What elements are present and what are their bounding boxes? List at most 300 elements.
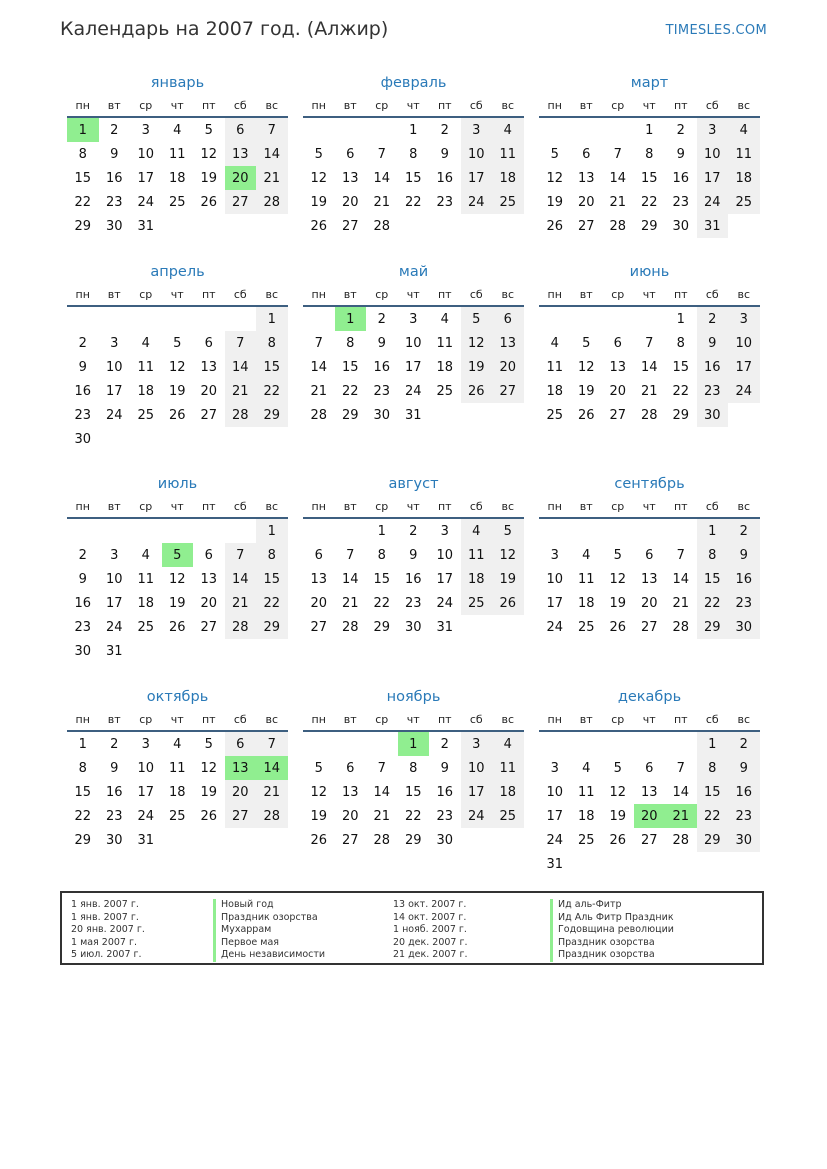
day-cell: 30 <box>74 431 92 447</box>
day-cell: 12 <box>546 170 564 186</box>
weekday-label: сб <box>233 499 247 513</box>
legend-right-dates <box>393 899 468 962</box>
legend-date: 1 янв. 2007 г. <box>71 911 139 923</box>
day-cell: 13 <box>609 359 627 375</box>
day-cell: 28 <box>310 407 328 423</box>
day-cell: 2 <box>377 311 386 327</box>
weekday-label: чт <box>642 499 656 513</box>
weekday-label: ср <box>139 98 153 112</box>
weekday-label: чт <box>170 287 184 301</box>
weekday-label: пт <box>201 98 216 112</box>
day-cell: 11 <box>492 756 524 780</box>
day-cell: 8 <box>697 543 729 567</box>
weekday-label: ср <box>611 98 625 112</box>
weekday-label: пт <box>201 499 216 513</box>
day-cell: 17 <box>546 595 564 611</box>
day-cell: 23 <box>105 194 123 210</box>
day-cell: 12 <box>609 784 627 800</box>
day-cell: 31 <box>546 856 564 872</box>
empty-cell <box>335 732 367 756</box>
day-cell: 5 <box>204 122 213 138</box>
weekday-label: пн <box>311 98 326 112</box>
day-cell: 4 <box>492 118 524 142</box>
day-cell: 25 <box>168 194 186 210</box>
day-cell: 17 <box>137 784 155 800</box>
day-cell: 30 <box>697 403 729 427</box>
day-cell: 5 <box>314 760 323 776</box>
day-cell: 8 <box>346 335 355 351</box>
day-cell: 19 <box>577 383 595 399</box>
day-cell: 24 <box>461 190 493 214</box>
day-cell: 22 <box>373 595 391 611</box>
day-cell: 17 <box>697 166 729 190</box>
day-cell: 1 <box>377 523 386 539</box>
day-cell: 4 <box>461 519 493 543</box>
day-cell: 22 <box>697 591 729 615</box>
weekday-label: пт <box>673 287 688 301</box>
day-cell: 4 <box>141 547 150 563</box>
empty-cell <box>602 307 634 331</box>
weekday-header <box>539 283 760 307</box>
day-grid <box>67 118 288 238</box>
day-cell: 17 <box>436 571 454 587</box>
day-cell: 12 <box>609 571 627 587</box>
weekday-label: вс <box>265 98 279 112</box>
day-cell: 18 <box>137 595 155 611</box>
day-cell: 4 <box>550 335 559 351</box>
day-cell: 22 <box>74 194 92 210</box>
month-name: февраль <box>380 75 447 91</box>
weekday-header <box>303 283 524 307</box>
day-cell: 16 <box>436 784 454 800</box>
day-cell: 18 <box>137 383 155 399</box>
day-cell: 20 <box>640 595 658 611</box>
weekday-label: пт <box>673 499 688 513</box>
day-cell: 11 <box>577 784 595 800</box>
weekday-header <box>303 708 524 732</box>
empty-cell <box>665 519 697 543</box>
weekday-label: пн <box>311 712 326 726</box>
day-cell: 25 <box>492 804 524 828</box>
day-cell: 10 <box>105 359 123 375</box>
weekday-label: вс <box>501 98 515 112</box>
weekday-label: чт <box>406 98 420 112</box>
month-block <box>67 473 288 663</box>
holiday-day-cell: 5 <box>162 543 194 567</box>
day-cell: 26 <box>310 218 328 234</box>
day-grid <box>539 307 760 427</box>
day-cell: 3 <box>461 732 493 756</box>
day-cell: 19 <box>168 383 186 399</box>
day-cell: 8 <box>409 146 418 162</box>
day-cell: 7 <box>314 335 323 351</box>
day-cell: 5 <box>314 146 323 162</box>
weekday-label: пн <box>75 499 90 513</box>
weekday-label: ср <box>611 712 625 726</box>
legend-holiday-name: Праздник озорства <box>550 937 674 950</box>
empty-cell <box>162 519 194 543</box>
day-cell: 26 <box>310 832 328 848</box>
day-cell: 4 <box>173 736 182 752</box>
day-cell: 24 <box>137 808 155 824</box>
brand-link[interactable]: TIMESLES.COM <box>665 23 767 38</box>
day-cell: 7 <box>225 543 257 567</box>
day-cell: 16 <box>436 170 454 186</box>
empty-cell <box>67 519 99 543</box>
empty-cell <box>366 118 398 142</box>
day-cell: 11 <box>137 571 155 587</box>
day-cell: 6 <box>582 146 591 162</box>
day-cell: 30 <box>404 619 422 635</box>
weekday-label: вс <box>265 712 279 726</box>
day-cell: 23 <box>436 194 454 210</box>
day-cell: 11 <box>728 142 760 166</box>
weekday-label: ср <box>139 712 153 726</box>
weekday-label: пт <box>673 712 688 726</box>
month-name: сентябрь <box>614 476 685 492</box>
empty-cell <box>303 307 335 331</box>
weekday-header <box>67 708 288 732</box>
day-cell: 15 <box>404 784 422 800</box>
day-cell: 22 <box>640 194 658 210</box>
day-cell: 6 <box>346 146 355 162</box>
day-cell: 1 <box>78 736 87 752</box>
day-cell: 30 <box>105 218 123 234</box>
weekday-label: пн <box>547 287 562 301</box>
day-cell: 3 <box>550 547 559 563</box>
day-cell: 27 <box>200 407 218 423</box>
month-name: октябрь <box>146 689 209 705</box>
day-cell: 29 <box>404 832 422 848</box>
weekday-label: вт <box>343 712 357 726</box>
day-cell: 3 <box>697 118 729 142</box>
day-cell: 9 <box>697 331 729 355</box>
day-cell: 1 <box>697 519 729 543</box>
day-cell: 30 <box>436 832 454 848</box>
day-cell: 24 <box>546 832 564 848</box>
day-cell: 7 <box>676 760 685 776</box>
weekday-label: ср <box>375 712 389 726</box>
day-cell: 12 <box>168 571 186 587</box>
day-cell: 25 <box>577 619 595 635</box>
day-cell: 23 <box>697 379 729 403</box>
day-cell: 5 <box>613 547 622 563</box>
day-cell: 15 <box>74 784 92 800</box>
legend-holiday-name: Праздник озорства <box>213 912 325 925</box>
day-cell: 2 <box>440 122 449 138</box>
empty-cell <box>67 307 99 331</box>
day-cell: 8 <box>676 335 685 351</box>
day-cell: 15 <box>697 780 729 804</box>
day-cell: 4 <box>440 311 449 327</box>
day-cell: 9 <box>728 756 760 780</box>
day-cell: 18 <box>168 784 186 800</box>
legend-holiday-name: Годовщина революции <box>550 924 674 937</box>
day-cell: 26 <box>168 407 186 423</box>
weekday-label: чт <box>406 712 420 726</box>
holiday-day-cell: 21 <box>665 804 697 828</box>
day-cell: 7 <box>645 335 654 351</box>
day-cell: 8 <box>377 547 386 563</box>
month-name: июнь <box>629 264 670 280</box>
day-cell: 2 <box>78 335 87 351</box>
month-name: ноябрь <box>386 689 441 705</box>
day-cell: 29 <box>640 218 658 234</box>
day-cell: 23 <box>105 808 123 824</box>
day-cell: 5 <box>492 519 524 543</box>
day-cell: 4 <box>582 547 591 563</box>
day-cell: 10 <box>697 142 729 166</box>
day-cell: 12 <box>577 359 595 375</box>
empty-cell <box>303 519 335 543</box>
day-cell: 8 <box>697 756 729 780</box>
day-cell: 14 <box>256 142 288 166</box>
day-cell: 27 <box>640 832 658 848</box>
weekday-label: чт <box>406 499 420 513</box>
day-cell: 19 <box>200 784 218 800</box>
day-cell: 24 <box>546 619 564 635</box>
day-cell: 30 <box>373 407 391 423</box>
legend-holiday-name: День независимости <box>213 949 325 962</box>
month-name: август <box>388 476 439 492</box>
day-cell: 15 <box>74 170 92 186</box>
weekday-label: сб <box>469 287 483 301</box>
day-cell: 22 <box>404 808 422 824</box>
month-block <box>539 72 760 238</box>
day-cell: 4 <box>173 122 182 138</box>
day-cell: 28 <box>373 218 391 234</box>
weekday-label: пт <box>437 499 452 513</box>
day-cell: 8 <box>256 331 288 355</box>
day-cell: 3 <box>141 736 150 752</box>
weekday-header <box>303 94 524 118</box>
weekday-label: ср <box>139 287 153 301</box>
day-cell: 24 <box>461 804 493 828</box>
day-cell: 15 <box>256 355 288 379</box>
day-cell: 15 <box>672 359 690 375</box>
day-cell: 28 <box>672 619 690 635</box>
empty-cell <box>571 118 603 142</box>
day-cell: 26 <box>461 379 493 403</box>
day-cell: 3 <box>141 122 150 138</box>
day-cell: 21 <box>609 194 627 210</box>
day-cell: 7 <box>613 146 622 162</box>
day-cell: 12 <box>310 170 328 186</box>
day-cell: 13 <box>225 142 257 166</box>
weekday-label: пн <box>75 712 90 726</box>
day-cell: 14 <box>672 784 690 800</box>
day-cell: 18 <box>546 383 564 399</box>
day-cell: 5 <box>550 146 559 162</box>
day-cell: 20 <box>200 595 218 611</box>
day-cell: 25 <box>436 383 454 399</box>
day-cell: 24 <box>105 407 123 423</box>
day-cell: 24 <box>404 383 422 399</box>
day-cell: 2 <box>728 732 760 756</box>
weekday-label: сб <box>705 287 719 301</box>
holiday-day-cell: 20 <box>634 804 666 828</box>
day-cell: 29 <box>256 403 288 427</box>
day-cell: 6 <box>225 118 257 142</box>
weekday-label: сб <box>233 712 247 726</box>
empty-cell <box>130 519 162 543</box>
day-cell: 4 <box>728 118 760 142</box>
day-grid <box>539 732 760 876</box>
month-name: январь <box>150 75 205 91</box>
day-cell: 5 <box>173 335 182 351</box>
weekday-label: чт <box>642 712 656 726</box>
day-cell: 5 <box>204 736 213 752</box>
day-cell: 3 <box>110 547 119 563</box>
day-cell: 19 <box>310 194 328 210</box>
day-cell: 30 <box>728 828 760 852</box>
day-cell: 31 <box>137 218 155 234</box>
day-cell: 18 <box>577 595 595 611</box>
day-cell: 18 <box>436 359 454 375</box>
day-cell: 13 <box>640 571 658 587</box>
empty-cell <box>571 519 603 543</box>
day-cell: 30 <box>74 643 92 659</box>
day-cell: 4 <box>492 732 524 756</box>
day-cell: 22 <box>697 804 729 828</box>
day-cell: 8 <box>78 760 87 776</box>
month-block <box>303 261 524 427</box>
day-cell: 9 <box>377 335 386 351</box>
day-cell: 20 <box>341 808 359 824</box>
day-grid <box>67 519 288 663</box>
day-cell: 28 <box>672 832 690 848</box>
day-grid <box>67 307 288 451</box>
weekday-label: вс <box>737 712 751 726</box>
weekday-label: ср <box>139 499 153 513</box>
day-cell: 7 <box>256 118 288 142</box>
day-cell: 19 <box>609 595 627 611</box>
day-cell: 15 <box>404 170 422 186</box>
day-cell: 7 <box>346 547 355 563</box>
day-cell: 31 <box>105 643 123 659</box>
day-cell: 23 <box>74 407 92 423</box>
day-cell: 27 <box>310 619 328 635</box>
day-cell: 18 <box>492 780 524 804</box>
day-cell: 6 <box>225 732 257 756</box>
day-cell: 23 <box>373 383 391 399</box>
day-cell: 10 <box>546 784 564 800</box>
day-cell: 28 <box>341 619 359 635</box>
day-cell: 22 <box>74 808 92 824</box>
legend-date: 20 дек. 2007 г. <box>393 936 468 948</box>
day-cell: 13 <box>341 784 359 800</box>
day-cell: 19 <box>168 595 186 611</box>
day-cell: 21 <box>225 379 257 403</box>
legend-holiday-name: Новый год <box>213 899 325 912</box>
weekday-label: пн <box>547 98 562 112</box>
legend-date: 1 янв. 2007 г. <box>71 899 139 910</box>
day-cell: 24 <box>105 619 123 635</box>
day-cell: 22 <box>672 383 690 399</box>
day-cell: 12 <box>492 543 524 567</box>
day-cell: 27 <box>609 407 627 423</box>
day-cell: 20 <box>341 194 359 210</box>
day-cell: 27 <box>577 218 595 234</box>
day-cell: 19 <box>546 194 564 210</box>
month-block <box>67 686 288 852</box>
day-cell: 7 <box>377 760 386 776</box>
legend-right-names <box>550 899 674 962</box>
legend-holiday-name: Праздник озорства <box>550 949 674 962</box>
day-cell: 2 <box>78 547 87 563</box>
legend-holiday-name: Первое мая <box>213 937 325 950</box>
day-cell: 16 <box>728 780 760 804</box>
day-cell: 29 <box>373 619 391 635</box>
empty-cell <box>303 732 335 756</box>
day-cell: 21 <box>640 383 658 399</box>
day-cell: 12 <box>168 359 186 375</box>
day-cell: 20 <box>577 194 595 210</box>
day-cell: 31 <box>137 832 155 848</box>
month-block <box>303 473 524 639</box>
weekday-label: пт <box>437 287 452 301</box>
day-cell: 17 <box>105 595 123 611</box>
day-cell: 18 <box>577 808 595 824</box>
day-cell: 3 <box>728 307 760 331</box>
day-cell: 21 <box>373 808 391 824</box>
weekday-label: сб <box>705 712 719 726</box>
day-cell: 20 <box>492 355 524 379</box>
day-cell: 31 <box>436 619 454 635</box>
day-cell: 15 <box>373 571 391 587</box>
day-cell: 29 <box>697 828 729 852</box>
day-grid <box>539 118 760 238</box>
day-cell: 11 <box>436 335 454 351</box>
legend-date: 13 окт. 2007 г. <box>393 899 467 910</box>
empty-cell <box>539 118 571 142</box>
day-cell: 21 <box>672 595 690 611</box>
empty-cell <box>571 307 603 331</box>
weekday-label: сб <box>469 499 483 513</box>
day-cell: 23 <box>436 808 454 824</box>
day-cell: 14 <box>225 355 257 379</box>
day-cell: 10 <box>404 335 422 351</box>
day-cell: 30 <box>105 832 123 848</box>
weekday-label: вт <box>579 499 593 513</box>
holiday-legend <box>60 891 764 965</box>
weekday-label: вс <box>265 287 279 301</box>
weekday-label: ср <box>375 499 389 513</box>
month-block <box>539 473 760 639</box>
day-grid <box>303 307 524 427</box>
weekday-label: сб <box>705 499 719 513</box>
day-cell: 13 <box>310 571 328 587</box>
day-cell: 21 <box>256 166 288 190</box>
day-cell: 9 <box>440 760 449 776</box>
weekday-label: пн <box>547 712 562 726</box>
weekday-label: чт <box>170 499 184 513</box>
day-cell: 9 <box>440 146 449 162</box>
day-cell: 29 <box>74 832 92 848</box>
day-cell: 25 <box>137 407 155 423</box>
weekday-label: вт <box>579 98 593 112</box>
day-cell: 16 <box>105 784 123 800</box>
day-cell: 18 <box>461 567 493 591</box>
day-cell: 5 <box>582 335 591 351</box>
weekday-label: пт <box>437 712 452 726</box>
day-cell: 21 <box>256 780 288 804</box>
day-cell: 5 <box>613 760 622 776</box>
day-cell: 20 <box>310 595 328 611</box>
legend-holiday-name: Ид аль-Фитр <box>550 899 674 912</box>
holiday-day-cell: 13 <box>225 756 257 780</box>
weekday-label: вс <box>737 98 751 112</box>
